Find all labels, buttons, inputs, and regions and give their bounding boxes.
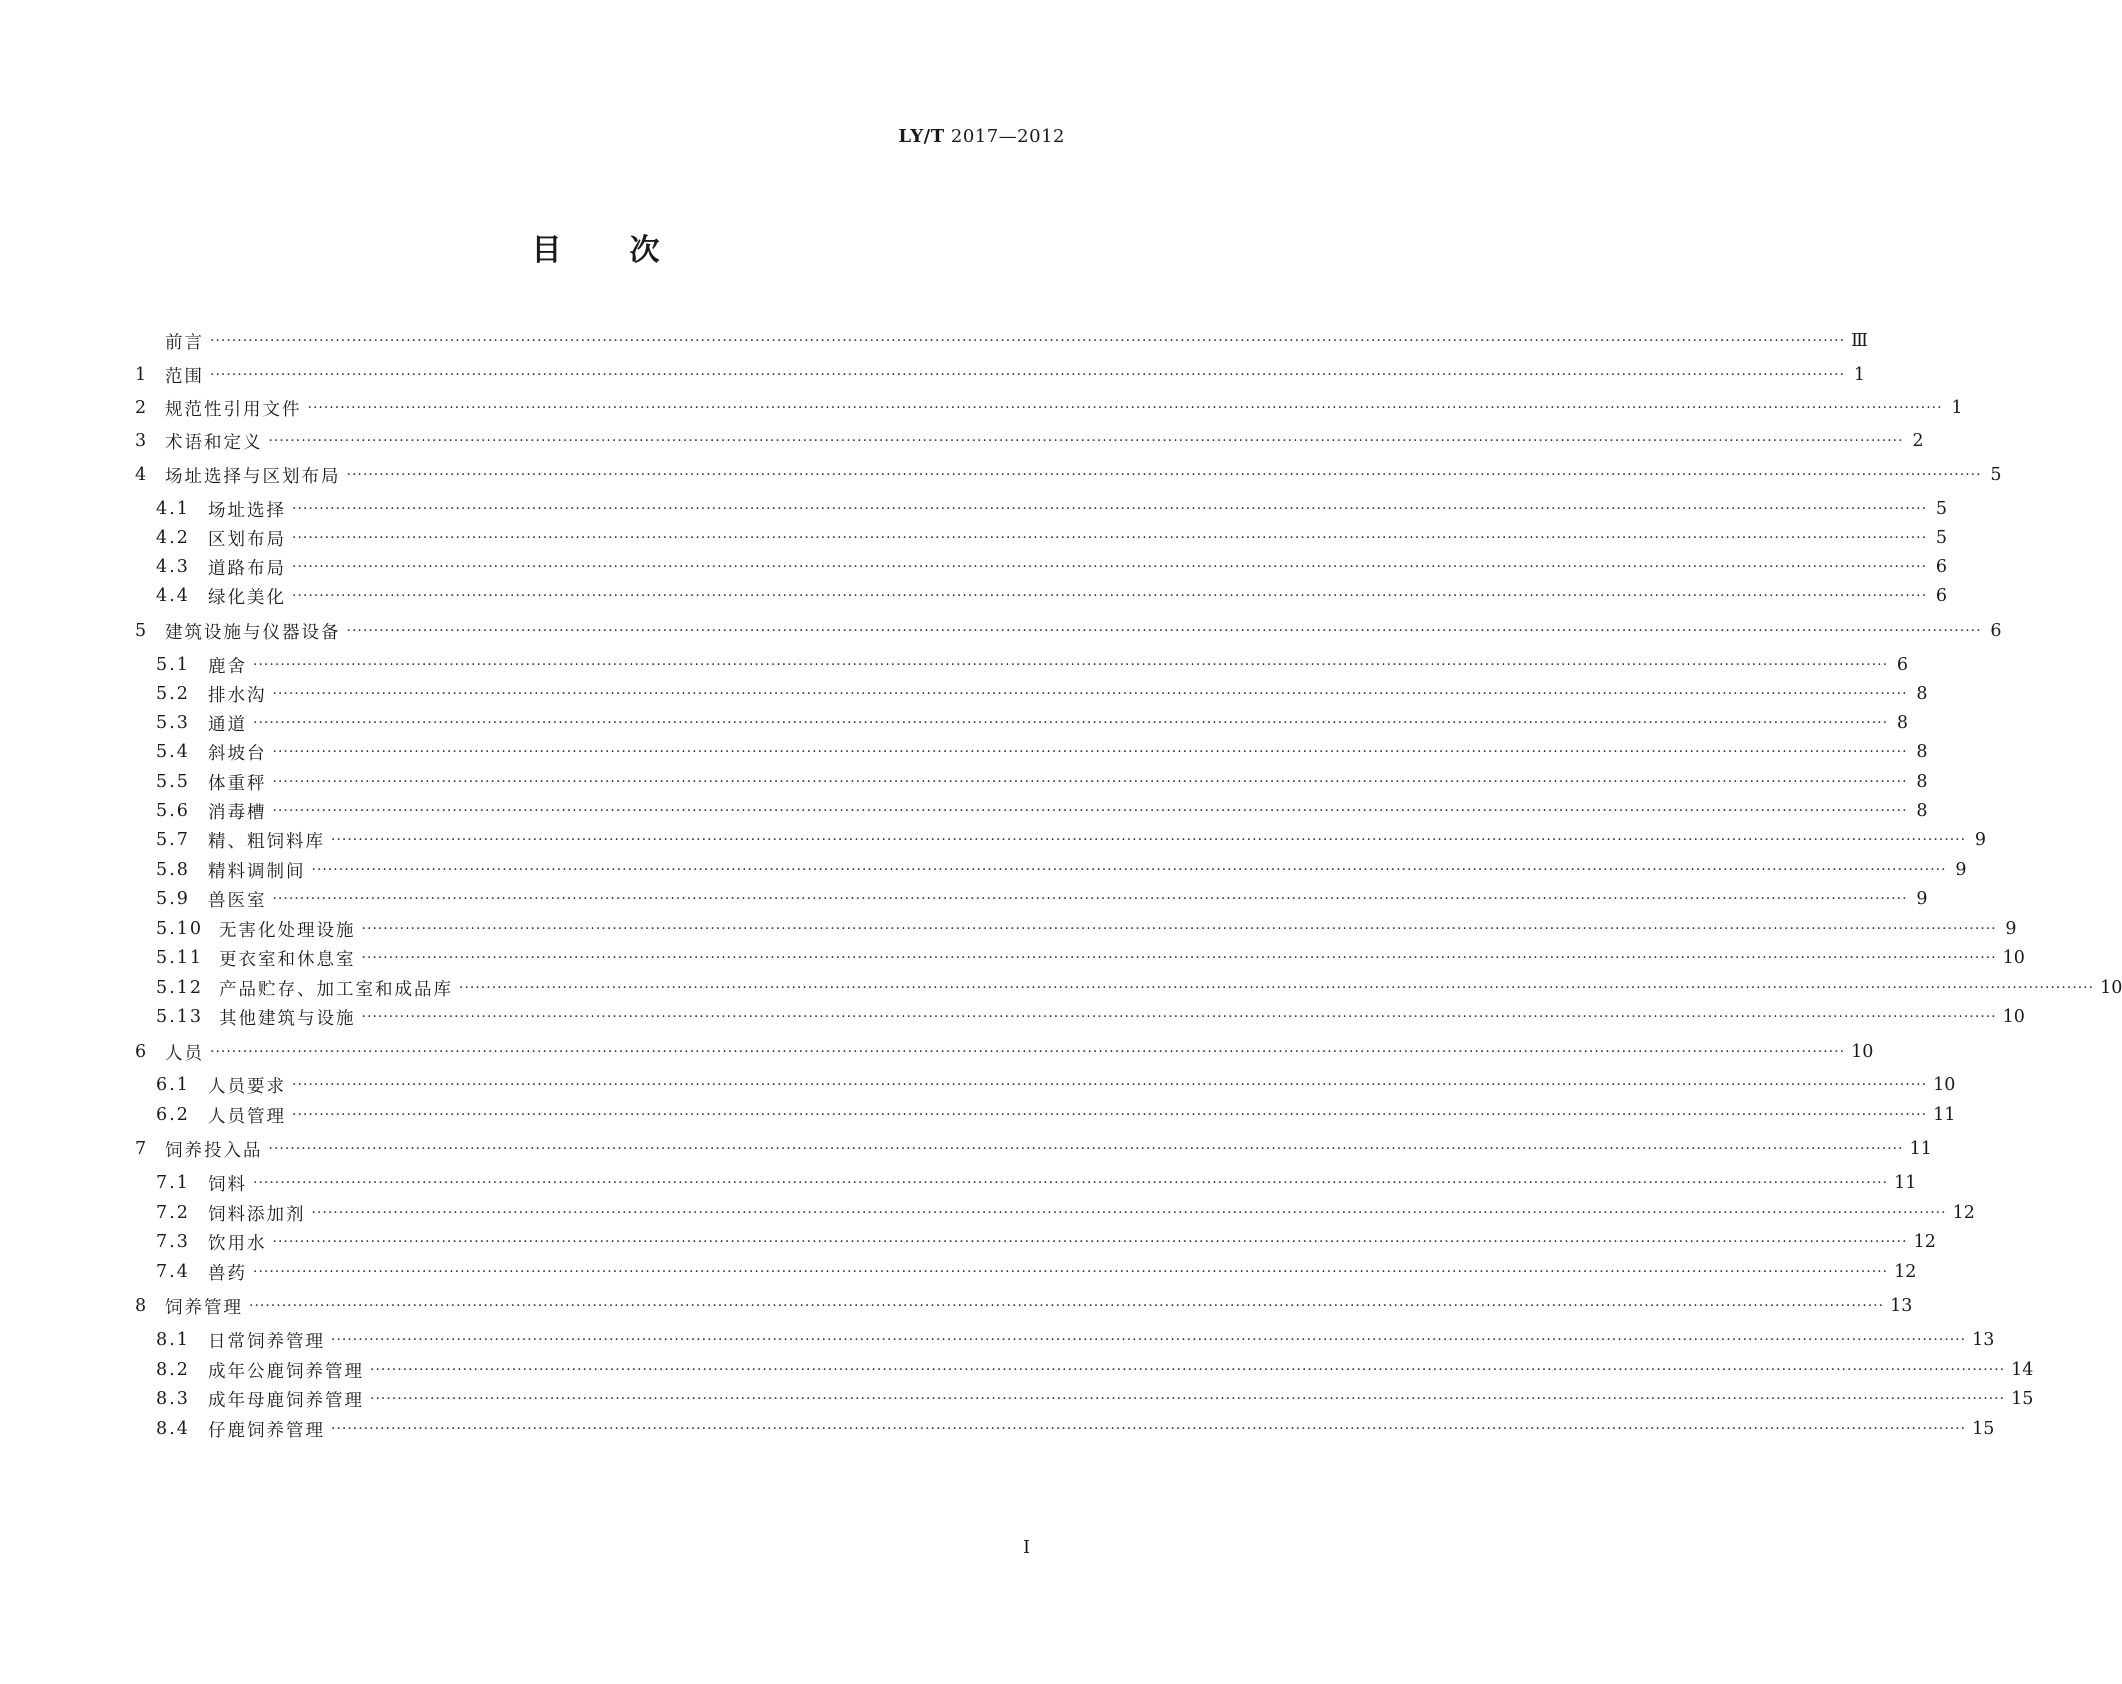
dot-leader: ············································································································································································································································································································ [361,921,1997,937]
toc-entry-number: 5.7 [156,830,190,850]
toc-entry-label: 人员管理 [208,1106,286,1127]
toc-entry[interactable] [156,652,1909,678]
toc-entry[interactable] [135,462,2002,488]
dot-leader: ············································································································································································································································································································ [210,333,1846,349]
toc-entry-number: 5.1 [156,655,190,675]
toc-entry[interactable] [156,1416,1995,1442]
dot-leader: ············································································································································································································································································································ [331,1421,1967,1437]
dot-leader: ············································································································································································································································································································ [249,1298,1885,1314]
toc-entry[interactable] [156,1357,2034,1383]
toc-entry-page: 12 [1913,1232,1936,1252]
toc-entry-number: 5.10 [156,919,203,939]
toc-entry-label: 消毒槽 [208,802,267,823]
toc-entry[interactable] [156,857,1967,883]
toc-entry-label: 成年母鹿饲养管理 [208,1390,364,1411]
dot-leader: ············································································································································································································································································································ [331,1332,1967,1348]
dot-leader: ············································································································································································································································································································ [268,1141,1904,1157]
toc-entry-number: 4.2 [156,528,190,548]
toc-entry-number: 6.1 [156,1075,190,1095]
toc-entry[interactable] [156,681,1928,707]
dot-leader: ············································································································································································································································································································ [292,501,1928,517]
toc-entry[interactable] [156,496,1948,522]
toc-entry-page: 5 [1990,465,2002,485]
toc-entry-label: 绿化美化 [208,587,286,608]
toc-entry-number: 7 [135,1139,148,1159]
toc-entry-page: 10 [2002,948,2025,968]
dot-leader: ············································································································································································································································································································ [459,980,2095,996]
toc-entry[interactable] [156,886,1928,912]
standard-year: 2017—2012 [950,126,1065,147]
toc-entry-label: 兽医室 [208,890,267,911]
toc-entry-number: 1 [135,365,148,385]
toc-entry-page: 12 [1894,1262,1917,1282]
toc-entry-label: 其他建筑与设施 [219,1008,356,1029]
dot-leader: ············································································································································································································································································································ [346,467,1982,483]
toc-entry-number: 8 [135,1296,148,1316]
toc-entry-number: 5.2 [156,684,190,704]
toc-entry-label: 无害化处理设施 [219,920,356,941]
toc-entry-page: 9 [1955,860,1967,880]
toc-entry-number: 5.9 [156,889,190,909]
toc-entry-number: 7.2 [156,1203,190,1223]
dot-leader: ············································································································································································································································································································ [210,1044,1846,1060]
toc-entry-page: 13 [1972,1330,1995,1350]
toc-entry-page: 9 [2005,919,2017,939]
toc-entry-label: 仔鹿饲养管理 [208,1420,325,1441]
toc-entry-label: 区划布局 [208,529,286,550]
toc-entry-number: 5.11 [156,948,203,968]
toc-entry-label: 规范性引用文件 [165,399,302,420]
toc-entry-page: 11 [1894,1173,1917,1193]
dot-leader: ············································································································································································································································································································ [272,803,1908,819]
toc-entry-number: 8.3 [156,1389,190,1409]
dot-leader: ············································································································································································································································································································ [361,950,1997,966]
toc-entry[interactable] [156,1259,1917,1285]
dot-leader: ············································································································································································································································································································ [370,1391,2006,1407]
toc-entry-number: 7.4 [156,1262,190,1282]
dot-leader: ············································································································································································································································································································ [253,715,1889,731]
toc-entry-number: 7.3 [156,1232,190,1252]
toc-entry[interactable] [156,1072,1956,1098]
toc-entry-page: 6 [1990,621,2002,641]
toc-entry-number: 5.6 [156,801,190,821]
toc-entry[interactable] [156,739,1928,765]
toc-entry-page: 10 [1851,1042,1874,1062]
toc-entry-number: 8.4 [156,1419,190,1439]
dot-leader: ············································································································································································································································································································ [253,657,1889,673]
toc-entry[interactable] [156,554,1948,580]
standard-code: LY/T [898,126,945,147]
toc-entry-number: 5.4 [156,742,190,762]
toc-entry[interactable] [156,525,1948,551]
toc-entry-number: 6.2 [156,1105,190,1125]
toc-entry-label: 精、粗饲料库 [208,831,325,852]
toc-entry-page: 9 [1916,889,1928,909]
dot-leader: ············································································································································································································································································································ [272,891,1908,907]
toc-entry[interactable] [156,1200,1975,1226]
toc-entry-page: 5 [1935,528,1948,548]
toc-entry-page: 6 [1935,586,1948,606]
toc-entry-label: 饲养管理 [165,1297,243,1318]
toc-entry-label: 人员要求 [208,1076,286,1097]
title-char-left: 目 [531,233,562,268]
toc-entry-label: 通道 [208,714,247,735]
toc-entry-number: 5.8 [156,860,190,880]
toc-entry-label: 日常饲养管理 [208,1331,325,1352]
dot-leader: ············································································································································································································································································································ [292,530,1928,546]
dot-leader: ············································································································································································································································································································ [272,1234,1908,1250]
toc-entry-number: 4.1 [156,499,190,519]
toc-entry[interactable] [135,395,1963,421]
dot-leader: ············································································································································································································································································································ [311,862,1947,878]
toc-entry-page: 15 [1972,1419,1995,1439]
toc-entry-page: 9 [1974,830,1987,850]
toc-entry[interactable] [135,1136,1932,1162]
toc-entry-number: 6 [135,1042,148,1062]
toc-entry-number: 8.2 [156,1360,190,1380]
toc-entry[interactable] [156,916,2017,942]
toc-entry-label: 人员 [165,1043,204,1064]
dot-leader: ············································································································································································································································································································ [331,832,1967,848]
toc-entry[interactable] [135,362,1866,388]
toc-entry-label: 建筑设施与仪器设备 [165,622,341,643]
dot-leader: ············································································································································································································································································································ [307,400,1943,416]
toc-entry-label: 饲料 [208,1174,247,1195]
dot-leader: ············································································································································································································································································································ [292,588,1928,604]
toc-entry[interactable] [135,618,2002,644]
toc-entry-page: 6 [1935,557,1948,577]
toc-entry-page: 10 [2100,978,2122,998]
dot-leader: ············································································································································································································································································································ [292,1107,1928,1123]
toc-entry-label: 精料调制间 [208,861,306,882]
toc-entry-page: 6 [1896,655,1909,675]
toc-entry-label: 场址选择 [208,500,286,521]
dot-leader: ············································································································································································································································································································ [311,1205,1947,1221]
toc-entry-number: 5.3 [156,713,190,733]
toc-entry[interactable] [135,1293,1913,1319]
toc-entry-label: 兽药 [208,1263,247,1284]
toc-entry-number: 4.3 [156,557,190,577]
toc-entry[interactable] [156,1102,1956,1128]
toc-entry-label: 成年公鹿饲养管理 [208,1361,364,1382]
toc-entry[interactable] [156,798,1928,824]
toc-entry[interactable] [156,1386,2034,1412]
dot-leader: ············································································································································································································································································································ [361,1009,1997,1025]
toc-entry-label: 范围 [165,366,204,387]
toc-entry-label: 饲料添加剂 [208,1204,306,1225]
toc-entry-number: 4.4 [156,586,190,606]
toc-entry-label: 斜坡台 [208,743,267,764]
toc-entry-number: 2 [135,398,148,418]
toc-entry[interactable] [156,1229,1936,1255]
dot-leader: ············································································································································································································································································································ [253,1175,1889,1191]
page-title [0,225,1191,269]
toc-entry-page: 10 [2002,1007,2025,1027]
page-number: I [1023,1537,1031,1558]
toc-entry-number: 5.12 [156,978,203,998]
toc-entry-page: 11 [1909,1139,1932,1159]
toc-entry-label: 饲养投入品 [165,1140,263,1161]
toc-entry-page: 13 [1890,1296,1913,1316]
toc-entry-number: 8.1 [156,1330,190,1350]
toc-entry[interactable] [156,710,1909,736]
toc-entry-page: 11 [1933,1105,1956,1125]
toc-entry-page: 1 [1853,365,1866,385]
dot-leader: ············································································································································································································································································································ [210,367,1846,383]
toc-entry-page: 8 [1916,772,1928,792]
toc-entry-label: 场址选择与区划布局 [165,466,341,487]
toc-entry-label: 术语和定义 [165,432,263,453]
toc-entry-page: 8 [1916,742,1928,762]
toc-entry-number: 4 [135,465,148,485]
title-char-right: 次 [629,233,660,268]
toc-entry-page: 8 [1896,713,1909,733]
dot-leader: ············································································································································································································································································································ [292,1077,1928,1093]
toc-entry-page: Ⅲ [1851,331,1868,351]
dot-leader: ············································································································································································································································································································ [370,1362,2006,1378]
standard-code-header [898,126,1065,147]
toc-entry-page: 15 [2011,1389,2034,1409]
toc-entry-number: 5.5 [156,772,190,792]
toc-entry[interactable] [156,945,2025,971]
toc-entry-page: 14 [2011,1360,2034,1380]
toc-entry[interactable] [135,428,1924,454]
toc-entry[interactable] [156,827,1987,853]
toc-entry-label: 更衣室和休息室 [219,949,356,970]
toc-entry-page: 8 [1916,684,1928,704]
toc-entry-number: 3 [135,431,148,451]
toc-entry-label: 体重秤 [208,773,267,794]
toc-entry-page: 12 [1952,1203,1975,1223]
dot-leader: ············································································································································································································································································································ [346,623,1982,639]
toc-entry-label: 产品贮存、加工室和成品库 [219,979,453,1000]
toc-entry-label: 鹿舍 [208,656,247,677]
toc-entry[interactable] [156,583,1948,609]
toc-entry-page: 2 [1912,431,1924,451]
toc-entry-number: 5.13 [156,1007,203,1027]
dot-leader: ············································································································································································································································································································ [272,774,1908,790]
toc-entry-number: 5 [135,621,148,641]
dot-leader: ············································································································································································································································································································ [272,686,1908,702]
toc-entry-page: 5 [1935,499,1948,519]
toc-entry-label: 饮用水 [208,1233,267,1254]
toc-entry[interactable] [156,769,1928,795]
toc-entry-page: 1 [1951,398,1963,418]
toc-entry[interactable] [156,1170,1917,1196]
toc-entry-label: 道路布局 [208,558,286,579]
toc-entry-label: 前言 [165,332,204,353]
toc-entry[interactable] [135,328,1868,354]
toc-entry-page: 8 [1916,801,1928,821]
dot-leader: ············································································································································································································································································································ [272,744,1908,760]
toc-entry[interactable] [156,1004,2025,1030]
toc-entry[interactable] [156,1327,1995,1353]
dot-leader: ············································································································································································································································································································ [268,433,1904,449]
dot-leader: ············································································································································································································································································································ [253,1264,1889,1280]
toc-entry-page: 10 [1933,1075,1956,1095]
toc-entry[interactable] [135,1039,1874,1065]
toc-entry[interactable] [156,975,2122,1001]
toc-entry-number: 7.1 [156,1173,190,1193]
dot-leader: ············································································································································································································································································································ [292,559,1928,575]
toc-entry-label: 排水沟 [208,685,267,706]
